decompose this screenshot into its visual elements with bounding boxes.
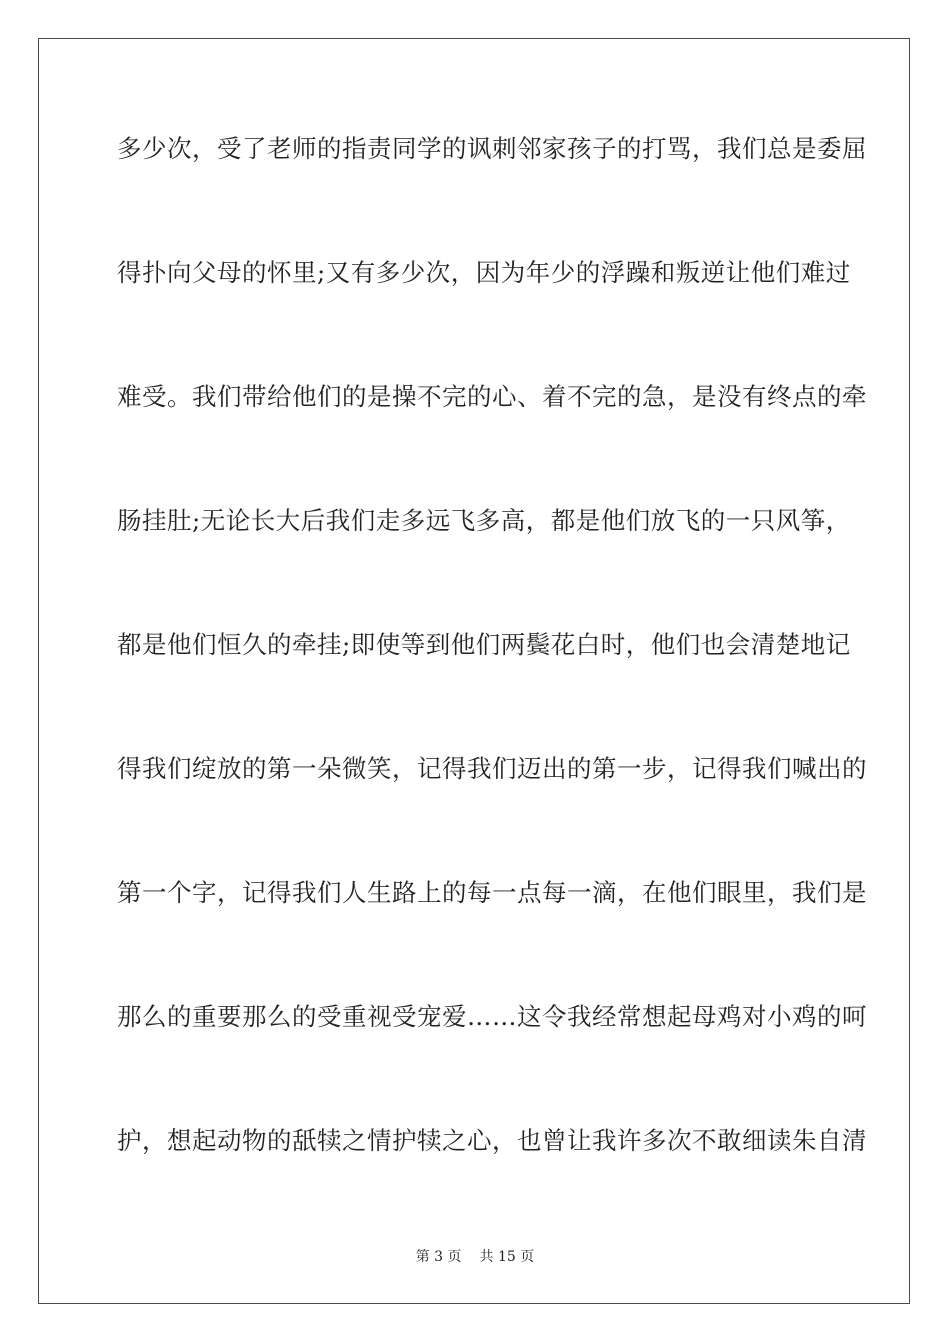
text-line-7: 第一个字，记得我们人生路上的每一点每一滴，在他们眼里，我们是 — [117, 878, 867, 907]
text-line-8: 那么的重要那么的受重视受宠爱……这令我经常想起母鸡对小鸡的呵 — [117, 1002, 867, 1031]
page-footer — [0, 1247, 950, 1267]
text-line-5: 都是他们恒久的牵挂;即使等到他们两鬓花白时，他们也会清楚地记 — [117, 630, 851, 659]
page-total: 共 15 页 — [479, 1249, 535, 1265]
text-line-9: 护，想起动物的舐犊之情护犊之心，也曾让我许多次不敢细读朱自清 — [117, 1126, 867, 1155]
page-border — [38, 38, 910, 1304]
text-line-1: 多少次，受了老师的指责同学的讽刺邻家孩子的打骂，我们总是委屈 — [117, 134, 867, 163]
text-line-3: 难受。我们带给他们的是操不完的心、着不完的急，是没有终点的牵 — [117, 382, 867, 411]
text-line-2: 得扑向父母的怀里;又有多少次，因为年少的浮躁和叛逆让他们难过 — [117, 258, 851, 287]
text-line-4: 肠挂肚;无论长大后我们走多远飞多高，都是他们放飞的一只风筝， — [117, 506, 851, 535]
text-line-6: 得我们绽放的第一朵微笑，记得我们迈出的第一步，记得我们喊出的 — [117, 754, 867, 783]
page-number: 第 3 页 — [415, 1249, 462, 1265]
